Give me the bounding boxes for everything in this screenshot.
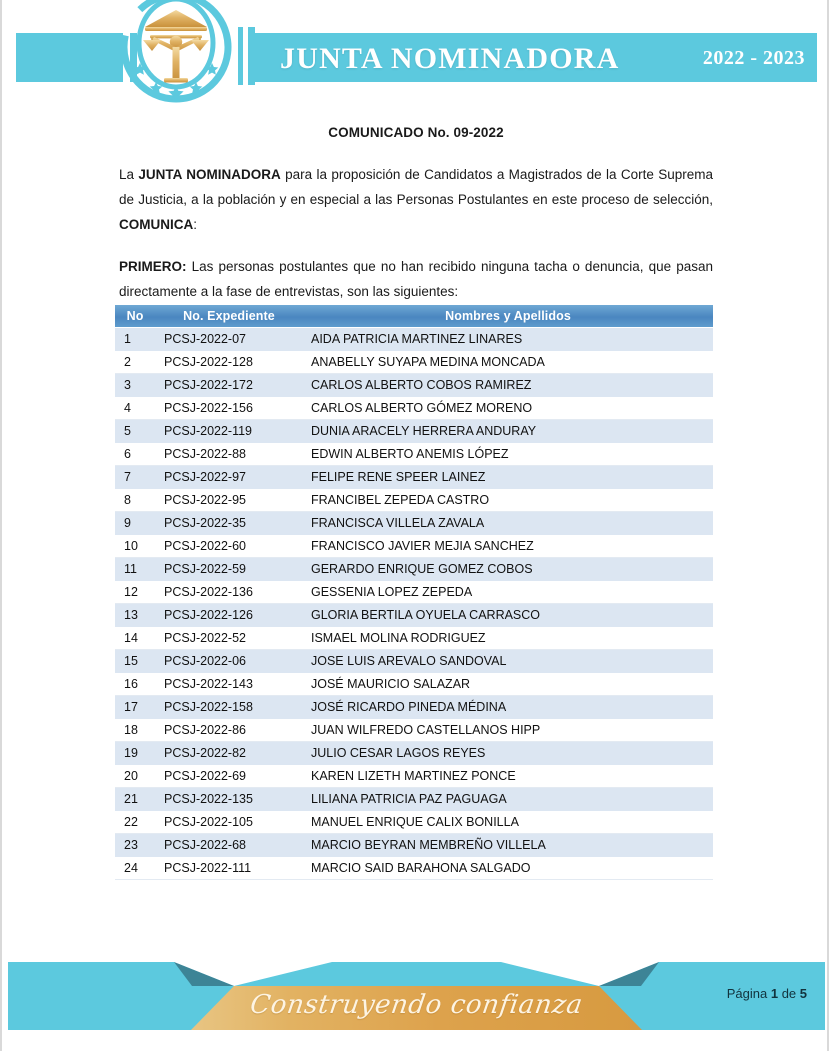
page-prefix: Página xyxy=(726,986,771,1001)
candidates-table xyxy=(115,305,713,880)
cell-expediente: PCSJ-2022-135 xyxy=(155,787,303,810)
table-row xyxy=(115,833,713,856)
intro-text-mid: para la proposición de Candidatos a Magistrados de la Corte Suprema de Justicia, a la población y en especial a las Personas Postulantes en este proceso de selección, xyxy=(119,167,713,207)
table-header-row xyxy=(115,305,713,327)
table-row xyxy=(115,649,713,672)
table-row xyxy=(115,764,713,787)
candidates-table-container xyxy=(115,305,713,880)
page-total: 5 xyxy=(799,986,807,1001)
cell-expediente: PCSJ-2022-52 xyxy=(155,626,303,649)
cell-expediente: PCSJ-2022-07 xyxy=(155,327,303,350)
intro-text-post: : xyxy=(193,217,198,232)
cell-no: 19 xyxy=(115,741,155,764)
table-row xyxy=(115,373,713,396)
cell-nombre: JOSÉ RICARDO PINEDA MÉDINA xyxy=(303,695,713,718)
cell-expediente: PCSJ-2022-06 xyxy=(155,649,303,672)
page-footer xyxy=(2,962,829,1030)
cell-no: 21 xyxy=(115,787,155,810)
cell-no: 3 xyxy=(115,373,155,396)
cell-no: 4 xyxy=(115,396,155,419)
table-row xyxy=(115,672,713,695)
cell-expediente: PCSJ-2022-119 xyxy=(155,419,303,442)
cell-no: 2 xyxy=(115,350,155,373)
table-row xyxy=(115,810,713,833)
cell-no: 17 xyxy=(115,695,155,718)
cell-nombre: FRANCISCA VILLELA ZAVALA xyxy=(303,511,713,534)
cell-nombre: AIDA PATRICIA MARTINEZ LINARES xyxy=(303,327,713,350)
table-row xyxy=(115,718,713,741)
cell-expediente: PCSJ-2022-143 xyxy=(155,672,303,695)
cell-expediente: PCSJ-2022-35 xyxy=(155,511,303,534)
cell-expediente: PCSJ-2022-60 xyxy=(155,534,303,557)
cell-expediente: PCSJ-2022-158 xyxy=(155,695,303,718)
cell-expediente: PCSJ-2022-82 xyxy=(155,741,303,764)
cell-no: 18 xyxy=(115,718,155,741)
page-current: 1 xyxy=(770,986,779,1001)
page-header xyxy=(2,0,829,110)
cell-no: 10 xyxy=(115,534,155,557)
cell-nombre: EDWIN ALBERTO ANEMIS LÓPEZ xyxy=(303,442,713,465)
cell-nombre: MARCIO BEYRAN MEMBREÑO VILLELA xyxy=(303,833,713,856)
cell-expediente: PCSJ-2022-126 xyxy=(155,603,303,626)
cell-no: 7 xyxy=(115,465,155,488)
table-row xyxy=(115,557,713,580)
cell-no: 11 xyxy=(115,557,155,580)
table-row xyxy=(115,534,713,557)
primero-text: Las personas postulantes que no han recibido ninguna tacha o denuncia, que pasan directamente a la fase de entrevistas, son las siguientes: xyxy=(119,259,713,299)
cell-nombre: ISMAEL MOLINA RODRIGUEZ xyxy=(303,626,713,649)
cell-nombre: FELIPE RENE SPEER LAINEZ xyxy=(303,465,713,488)
cell-nombre: LILIANA PATRICIA PAZ PAGUAGA xyxy=(303,787,713,810)
paragraph-primero xyxy=(119,254,713,304)
cell-nombre: GLORIA BERTILA OYUELA CARRASCO xyxy=(303,603,713,626)
cell-no: 12 xyxy=(115,580,155,603)
cell-expediente: PCSJ-2022-136 xyxy=(155,580,303,603)
table-row xyxy=(115,442,713,465)
cell-no: 16 xyxy=(115,672,155,695)
page-middle: de xyxy=(778,986,800,1001)
column-header-nombres: Nombres y Apellidos xyxy=(303,305,713,327)
cell-no: 23 xyxy=(115,833,155,856)
cell-expediente: PCSJ-2022-111 xyxy=(155,856,303,879)
intro-bold-comunica: COMUNICA xyxy=(119,217,194,232)
page-number-indicator xyxy=(727,986,807,1001)
cell-no: 14 xyxy=(115,626,155,649)
table-row xyxy=(115,488,713,511)
organization-title: JUNTA NOMINADORA xyxy=(280,42,620,75)
cell-nombre: DUNIA ARACELY HERRERA ANDURAY xyxy=(303,419,713,442)
cell-expediente: PCSJ-2022-128 xyxy=(155,350,303,373)
paragraph-intro xyxy=(119,162,713,237)
cell-expediente: PCSJ-2022-97 xyxy=(155,465,303,488)
cell-expediente: PCSJ-2022-59 xyxy=(155,557,303,580)
cell-nombre: JOSE LUIS AREVALO SANDOVAL xyxy=(303,649,713,672)
table-row xyxy=(115,511,713,534)
table-row xyxy=(115,327,713,350)
cell-nombre: CARLOS ALBERTO COBOS RAMIREZ xyxy=(303,373,713,396)
cell-expediente: PCSJ-2022-105 xyxy=(155,810,303,833)
table-row xyxy=(115,856,713,879)
table-row xyxy=(115,787,713,810)
cell-no: 22 xyxy=(115,810,155,833)
table-row xyxy=(115,580,713,603)
table-row xyxy=(115,350,713,373)
cell-no: 1 xyxy=(115,327,155,350)
cell-nombre: CARLOS ALBERTO GÓMEZ MORENO xyxy=(303,396,713,419)
cell-nombre: GERARDO ENRIQUE GOMEZ COBOS xyxy=(303,557,713,580)
cell-expediente: PCSJ-2022-68 xyxy=(155,833,303,856)
table-row xyxy=(115,741,713,764)
cell-no: 5 xyxy=(115,419,155,442)
cell-no: 13 xyxy=(115,603,155,626)
cell-expediente: PCSJ-2022-86 xyxy=(155,718,303,741)
cell-nombre: ANABELLY SUYAPA MEDINA MONCADA xyxy=(303,350,713,373)
table-row xyxy=(115,419,713,442)
table-body xyxy=(115,327,713,879)
table-row xyxy=(115,603,713,626)
cell-expediente: PCSJ-2022-88 xyxy=(155,442,303,465)
footer-slogan: Construyendo confianza xyxy=(248,990,585,1020)
table-header xyxy=(115,305,713,327)
cell-no: 9 xyxy=(115,511,155,534)
period-years: 2022 - 2023 xyxy=(702,47,805,69)
table-row xyxy=(115,626,713,649)
cell-nombre: GESSENIA LOPEZ ZEPEDA xyxy=(303,580,713,603)
cell-expediente: PCSJ-2022-172 xyxy=(155,373,303,396)
cell-nombre: FRANCIBEL ZEPEDA CASTRO xyxy=(303,488,713,511)
document-body xyxy=(119,125,713,321)
cell-no: 6 xyxy=(115,442,155,465)
column-header-expediente: No. Expediente xyxy=(155,305,303,327)
table-row xyxy=(115,396,713,419)
table-row xyxy=(115,465,713,488)
cell-nombre: MARCIO SAID BARAHONA SALGADO xyxy=(303,856,713,879)
cell-nombre: KAREN LIZETH MARTINEZ PONCE xyxy=(303,764,713,787)
scales-of-justice-emblem-icon xyxy=(101,0,251,110)
table-row xyxy=(115,695,713,718)
cell-nombre: JOSÉ MAURICIO SALAZAR xyxy=(303,672,713,695)
intro-bold-junta: JUNTA NOMINADORA xyxy=(138,167,281,182)
cell-no: 8 xyxy=(115,488,155,511)
primero-label: PRIMERO: xyxy=(119,259,187,274)
cell-no: 15 xyxy=(115,649,155,672)
cell-nombre: FRANCISCO JAVIER MEJIA SANCHEZ xyxy=(303,534,713,557)
cell-no: 24 xyxy=(115,856,155,879)
cell-nombre: MANUEL ENRIQUE CALIX BONILLA xyxy=(303,810,713,833)
intro-text-pre: La xyxy=(119,167,139,182)
column-header-no: No xyxy=(115,305,155,327)
cell-expediente: PCSJ-2022-95 xyxy=(155,488,303,511)
cell-nombre: JULIO CESAR LAGOS REYES xyxy=(303,741,713,764)
communique-title: COMUNICADO No. 09-2022 xyxy=(328,125,504,140)
cell-no: 20 xyxy=(115,764,155,787)
cell-nombre: JUAN WILFREDO CASTELLANOS HIPP xyxy=(303,718,713,741)
cell-expediente: PCSJ-2022-69 xyxy=(155,764,303,787)
cell-expediente: PCSJ-2022-156 xyxy=(155,396,303,419)
